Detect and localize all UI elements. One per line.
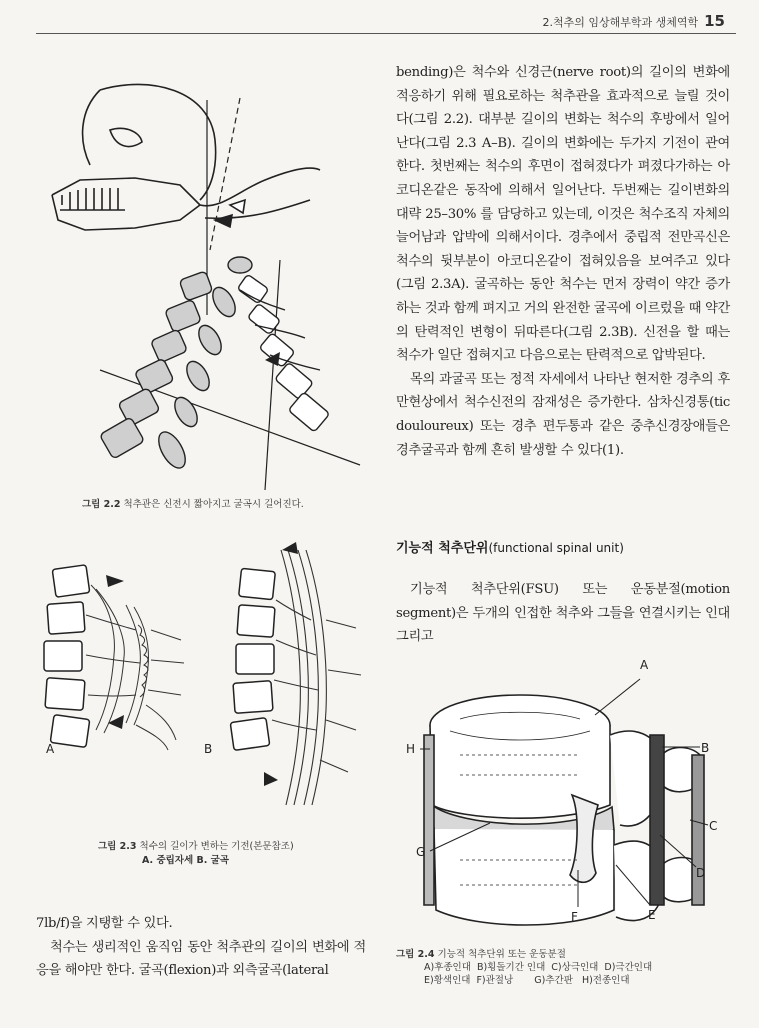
section-heading [396,537,624,556]
figure-2-2-label: 그림 2.2 [82,499,121,510]
figure-2-4-callout-h: H [406,742,416,756]
chapter-title: 2.척추의 임상해부학과 생체역학 [542,16,699,29]
figure-2-3-panel-b: B [204,742,213,756]
left-column-text [36,912,366,983]
right-paragraph-2: 목의 과굴곡 또는 정적 자세에서 나타난 현저한 경추의 후만현상에서 척수신전의 잠재성은 증가한다. 삼차신경통(tic douloureux) 또는 경추 편두통과 같은 중추신경장애들은 경추굴곡과 함께 흔히 발생할 수 있다(1). [396,371,730,458]
header-rule [36,33,736,34]
figure-2-4-callout-d: D [696,866,706,880]
right-paragraph-3: 기능적 척추단위(FSU) 또는 운동분절(motion segment)은 두개의 인접한 척추와 그들을 연결시키는 인대 그리고 [396,582,730,645]
figure-2-4-callout-f: F [571,910,578,924]
right-column-text-2 [396,578,730,649]
figure-2-4-callout-g: G [416,845,426,859]
figure-2-3-panel-a: A [46,742,55,756]
right-column-text [396,61,730,462]
figure-2-3b-illustration [216,540,366,810]
figure-2-4-callout-a: A [640,658,649,672]
figure-2-3-caption-line2: A. 중립자세 B. 굴곡 [142,855,229,866]
figure-2-2-caption [82,496,304,510]
figure-2-4-label: 그림 2.4 [396,949,435,960]
left-bottom-line1: 7lb/f)을 지탱할 수 있다. [36,916,173,931]
section-heading-en: (functional spinal unit) [488,541,624,555]
figure-2-4-callout-b: B [701,741,710,755]
section-heading-ko: 기능적 척추단위 [396,541,489,556]
figure-2-2-caption-text: 척추관은 신전시 짧아지고 굴곡시 길어진다. [123,499,304,510]
figure-2-4-callout-e: E [648,908,656,922]
figure-2-4-illustration [400,655,740,940]
figure-2-4-callout-c: C [709,819,718,833]
running-header [542,12,725,30]
figure-2-3-caption [98,838,294,866]
figure-2-3a-illustration [36,545,186,760]
figure-2-3-label: 그림 2.3 [98,841,137,852]
figure-2-4-caption [396,948,652,987]
figure-2-4-caption-text: 기능적 척추단위 또는 운동분절 [437,949,566,960]
figure-2-4-legend-2: E)황색인대 F)관절낭 G)추간판 H)전종인대 [424,975,630,986]
page-number: 15 [704,12,725,30]
figure-2-4-legend-1: A)후종인대 B)횡돌기간 인대 C)상극인대 D)극간인대 [424,962,653,973]
right-paragraph-1: bending)은 척수와 신경근(nerve root)의 길이의 변화에 적응하기 위해 필요로하는 척추관을 효과적으로 늘릴 것이다(그림 2.2). 대부분 길이의 변화는 척수의 후방에서 일어난다(그림 2.3 A–B). 길이의 변화에는 두가지 기전이 관여한다. 첫번째는 척수의 후면이 접혀졌다가 펴졌다가하는 아코디온같은 동작에 의해서 일어난다. 두번째는 길이변화의 대략 25–30% 를 담당하고 있는데, 이것은 척수조직 자체의 늘어남과 압박에 의해서이다. 경추에서 중립적 전만곡신은 척수의 뒷부분이 아코디온같이 접혀있음을 보여주고 있다(그림 2.3A). 굴곡하는 동안 척수는 먼저 장력이 약간 증가하는 것과 함께 펴지고 거의 완전한 굴곡에 이르렀을 때 약간의 탄력적인 변형이 뒤따른다(그림 2.3B). 신전을 할 때는 척수가 일단 접혀지고 다음으로는 탄력적으로 압박된다. [396,65,730,364]
figure-2-2-illustration [40,70,380,490]
left-bottom-paragraph: 척수는 생리적인 움직임 동안 척추관의 길이의 변화에 적응을 해야만 한다. 굴곡(flexion)과 외측굴곡(lateral [36,939,366,979]
figure-2-3-caption-text: 척수의 길이가 변하는 기전(본문참조) [139,841,294,852]
